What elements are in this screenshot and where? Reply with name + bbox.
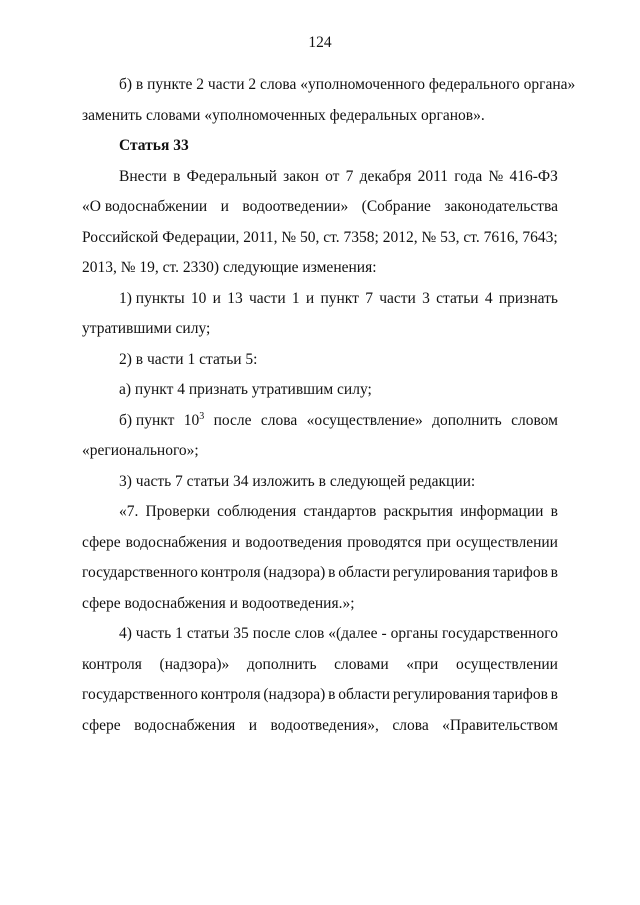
word: 3 <box>422 289 430 307</box>
word: тарифов <box>492 686 548 703</box>
text-line-15 <box>82 497 558 528</box>
word: тарифов <box>492 564 548 581</box>
word: регулирования <box>392 564 491 581</box>
word: «осуществление» <box>306 411 423 429</box>
word: водоотведения <box>245 533 343 551</box>
word: контроля <box>200 686 261 703</box>
word: 4) часть <box>119 625 172 642</box>
text-line-5 <box>82 192 558 223</box>
word: «при <box>406 655 439 673</box>
word: закон <box>283 167 319 185</box>
word: слова <box>392 716 429 734</box>
word: - <box>381 625 387 642</box>
word: водоотведения», <box>270 716 379 734</box>
text-line-6: Российской Федерации, 2011, № 50, ст. 7358; 2012, № 53, ст. 7616, 7643; <box>82 228 558 246</box>
word: соблюдения <box>217 503 297 520</box>
word: осуществлении <box>455 533 558 551</box>
word: в <box>328 564 336 581</box>
word: пункт <box>320 289 359 307</box>
word: словом <box>511 411 558 429</box>
word: осуществлении <box>455 655 558 673</box>
word: регулирования <box>392 686 491 703</box>
word: дополнить <box>246 655 317 673</box>
word: 2011 <box>417 167 449 185</box>
word: статьи <box>436 289 479 307</box>
word: 1 <box>291 289 300 307</box>
word: раскрытия <box>383 503 453 520</box>
word: (Собрание <box>361 198 431 215</box>
word: в <box>550 686 558 703</box>
word: «7. <box>119 503 139 520</box>
word: 10 <box>190 289 207 307</box>
word: после <box>252 625 291 642</box>
text-line-11: а) пункт 4 признать утратившим силу; <box>119 381 372 398</box>
word: и <box>212 289 221 307</box>
word: и <box>248 716 257 734</box>
word: Федеральный <box>186 167 277 185</box>
word: 416-ФЗ <box>509 167 558 185</box>
word: б) пункт <box>119 411 175 429</box>
word: государственного <box>82 564 198 581</box>
text-line-4 <box>82 162 558 193</box>
word: и <box>220 198 229 215</box>
text-line-20 <box>82 650 558 681</box>
word: словами <box>334 655 389 673</box>
text-line-22 <box>82 711 558 742</box>
word: Проверки <box>145 503 210 520</box>
word: 1 <box>175 625 183 642</box>
word: водоотведении» <box>242 198 349 215</box>
word: области <box>338 564 391 581</box>
word: части <box>249 289 286 307</box>
word: (надзора) <box>263 686 326 703</box>
word: при <box>426 533 451 551</box>
page-number: 124 <box>308 34 332 51</box>
word: (надзора) <box>263 564 326 581</box>
word: сфере <box>82 716 121 734</box>
text-line-19 <box>82 619 558 650</box>
word: слова <box>260 411 298 429</box>
superscript: 3 <box>199 410 205 422</box>
word: «(далее <box>328 625 378 642</box>
article-heading: Статья 33 <box>119 137 189 154</box>
word: Внести <box>119 167 167 185</box>
text-line-7: 2013, № 19, ст. 2330) следующие изменения: <box>82 259 377 276</box>
word: после <box>213 411 252 429</box>
word: стандартов <box>303 503 377 520</box>
word: «Правительством <box>442 716 558 734</box>
word: в <box>550 503 558 520</box>
word: дополнить <box>432 411 502 429</box>
word: признать <box>498 289 558 307</box>
point-number: $10^3$ <box>183 410 205 429</box>
word: слов <box>294 625 325 642</box>
word: контроля <box>200 564 261 581</box>
word: и <box>231 533 241 551</box>
word: 7 <box>365 289 373 307</box>
word: части <box>379 289 416 307</box>
word: и <box>305 289 315 307</box>
word: водоснабжения <box>125 533 227 551</box>
word: проводятся <box>347 533 422 551</box>
word: № <box>488 167 504 185</box>
text-line-17 <box>82 558 558 589</box>
text-line-10: 2) в части 1 статьи 5: <box>119 350 258 368</box>
word: 1) пункты <box>119 289 185 307</box>
word: года <box>454 167 483 185</box>
word: (надзора)» <box>159 655 230 673</box>
word: «О водоснабжении <box>82 198 208 215</box>
word: от <box>325 167 340 185</box>
word: законодательства <box>444 198 558 215</box>
word: 13 <box>227 289 243 307</box>
word: статьи <box>186 625 230 642</box>
word: 35 <box>233 625 249 642</box>
text-line-2: заменить словами «уполномоченных федеральных органов». <box>82 106 485 124</box>
text-line-13: «регионального»; <box>82 442 199 459</box>
word: контроля <box>82 655 142 673</box>
text-line-21 <box>82 680 558 711</box>
word: государственного <box>82 686 198 703</box>
text-line-8 <box>82 284 558 315</box>
text-line-18: сфере водоснабжения и водоотведения.»; <box>82 594 355 612</box>
text-line-12 <box>82 406 558 437</box>
text-line-1: б) в пункте 2 части 2 слова «уполномоченного федерального органа» <box>119 76 576 93</box>
word: области <box>338 686 391 703</box>
word: органы <box>390 625 439 642</box>
document-body <box>82 70 576 741</box>
word: 7 <box>345 167 354 185</box>
word: сфере <box>82 533 121 551</box>
word: информации <box>460 503 544 520</box>
word: водоснабжения <box>134 716 236 734</box>
text-line-9: утратившими силу; <box>82 320 211 337</box>
word: в <box>550 564 558 581</box>
text-line-14: 3) часть 7 статьи 34 изложить в следующей редакции: <box>119 472 476 490</box>
word: государственного <box>442 625 558 642</box>
text-line-16 <box>82 528 558 559</box>
word: декабря <box>359 167 412 185</box>
word: в <box>328 686 336 703</box>
word: в <box>173 167 181 185</box>
word: 4 <box>484 289 493 307</box>
